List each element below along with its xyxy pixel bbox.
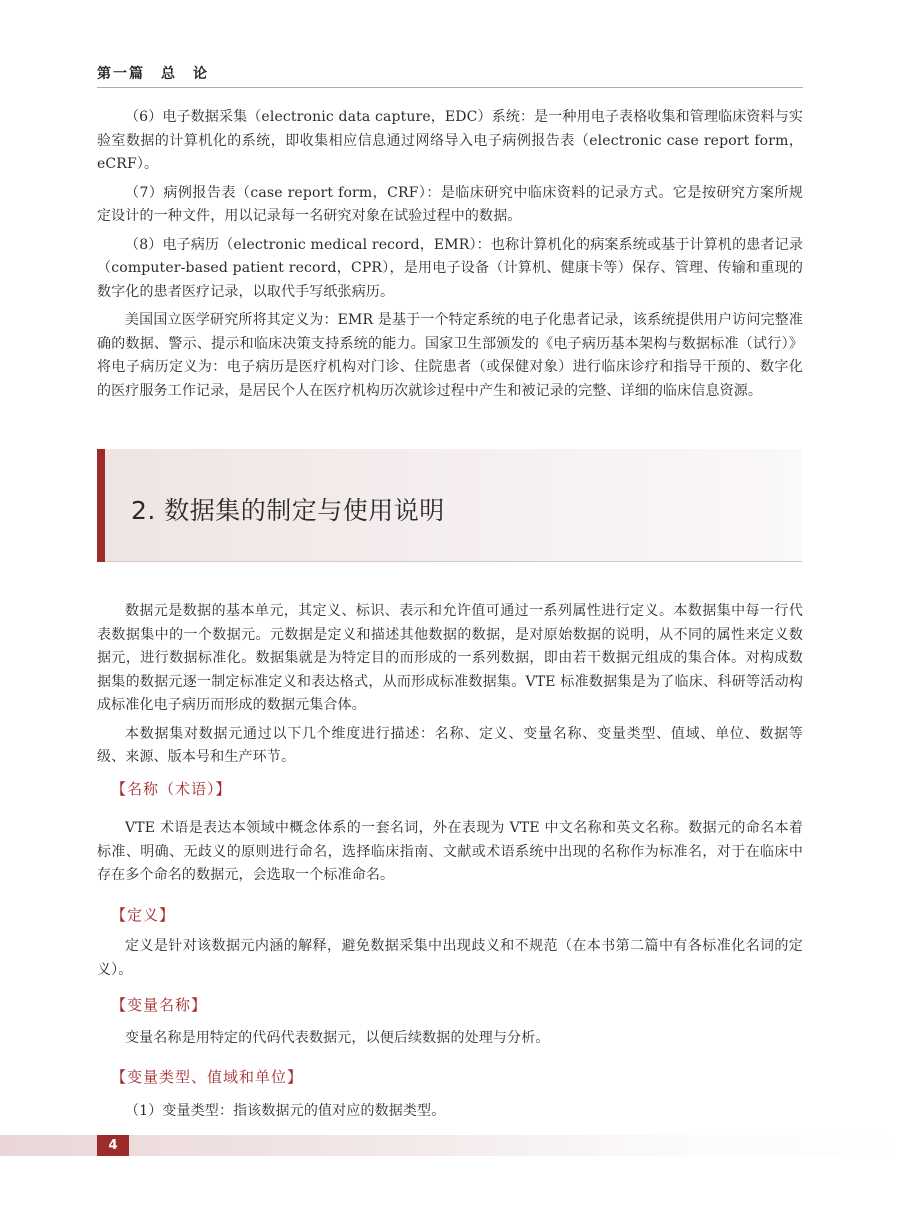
banner-underline xyxy=(105,561,802,562)
paragraph-variable-name: 变量名称是用特定的代码代表数据元，以便后续数据的处理与分析。 xyxy=(125,1030,550,1046)
paragraph-data-element-intro: 数据元是数据的基本单元，其定义、标识、表示和允许值可通过一系列属性进行定义。本数据集中每一行代表数据集中的一个数据元。元数据是定义和描述其他数据的数据，是对原始数据的说明，从不同的属性来定义数据元，进行数据标准化。数据集就是为特定目的而形成的一系列数据，即由若干数据元组成的集合体。对构成数据集的数据元逐一制定标准定义和表达格式，从而形成标准数据集。VTE 标准数据集是为了临床、科研等活动构成标准化电子病历而形成的数据元集合体。 xyxy=(97,603,803,713)
paragraph-variable-type: （1）变量类型：指该数据元的值对应的数据类型。 xyxy=(125,1103,446,1119)
heading-variable-type: 【变量类型、值域和单位】 xyxy=(111,1068,304,1086)
intro-text-block xyxy=(97,600,803,775)
paragraph-emr-definition: 美国国立医学研究所将其定义为：EMR 是基于一个特定系统的电子化患者记录，该系统提供用户访问完整准确的数据、警示、提示和临床决策支持系统的能力。国家卫生部颁发的《电子病历基本架构与数据标准（试行）》将电子病历定义为：电子病历是医疗机构对门诊、住院患者（或保健对象）进行临床诊疗和指导干预的、数字化的医疗服务工作记录，是居民个人在医疗机构历次就诊过程中产生和被记录的完整、详细的临床信息资源。 xyxy=(97,312,803,399)
page-number: 4 xyxy=(97,1135,129,1156)
heading-name-term: 【名称（术语）】 xyxy=(111,780,232,798)
paragraph-emr: （8）电子病历（electronic medical record，EMR）：也称计算机化的病案系统或基于计算机的患者记录（computer-based patient record，CPR），是用电子设备（计算机、健康卡等）保存、管理、传输和重现的数字化的患者医疗记录，以取代手写纸张病历。 xyxy=(97,236,803,300)
running-title: 第一篇 总 论 xyxy=(97,66,209,82)
paragraph-name-term: VTE 术语是表达本领域中概念体系的一套名词，外在表现为 VTE 中文名称和英文名称。数据元的命名本着标准、明确、无歧义的原则进行命名，选择临床指南、文献或术语系统中出现的名称作为标准名，对于在临床中存在多个命名的数据元，会选取一个标准命名。 xyxy=(97,820,803,883)
heading-variable-name: 【变量名称】 xyxy=(111,996,208,1014)
paragraph-edc: （6）电子数据采集（electronic data capture，EDC）系统：是一种用电子表格收集和管理临床资料与实验室数据的计算机化的系统，即收集相应信息通过网络导入电子病例报告表（electronic case report form，eCRF）。 xyxy=(97,109,803,172)
top-text-block xyxy=(97,106,803,408)
section-banner xyxy=(97,449,802,562)
paragraph-crf: （7）病例报告表（case report form，CRF）：是临床研究中临床资料的记录方式。它是按研究方案所规定设计的一种文件，用以记录每一名研究对象在试验过程中的数据。 xyxy=(97,184,803,224)
paragraph-definition: 定义是针对该数据元内涵的解释，避免数据采集中出现歧义和不规范（在本书第二篇中有各标准化名词的定义）。 xyxy=(97,938,803,978)
section-title: 2. 数据集的制定与使用说明 xyxy=(131,496,445,525)
heading-definition: 【定义】 xyxy=(111,906,176,924)
footer-band xyxy=(0,1135,900,1156)
header-rule xyxy=(97,87,803,88)
paragraph-dimensions: 本数据集对数据元通过以下几个维度进行描述：名称、定义、变量名称、变量类型、值域、单位、数据等级、来源、版本号和生产环节。 xyxy=(97,725,803,765)
